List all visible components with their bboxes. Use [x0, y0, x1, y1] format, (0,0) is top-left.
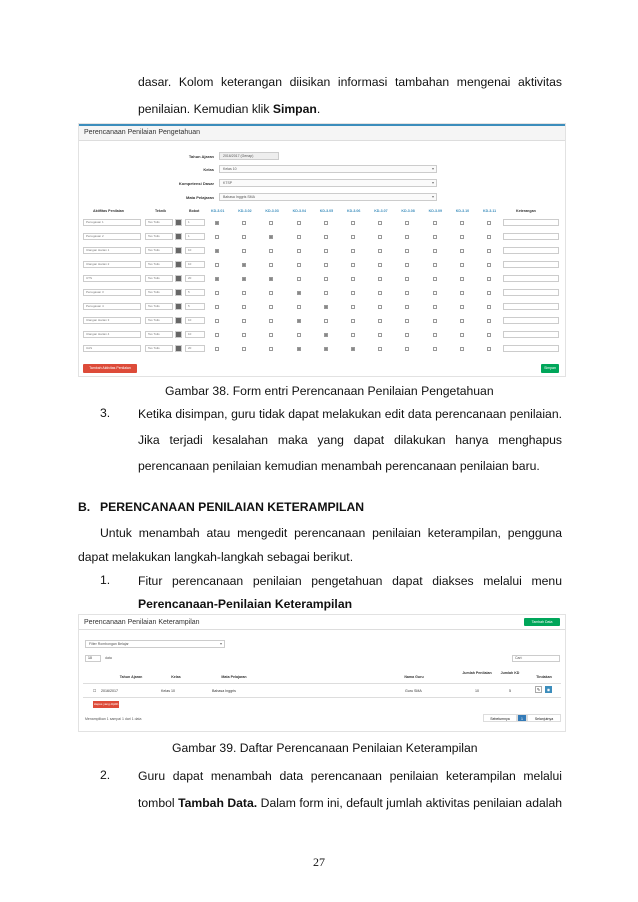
th-nama-guru: Nama Guru	[404, 675, 424, 679]
kd-checkbox[interactable]	[215, 249, 219, 253]
section-b-letter: B.	[78, 500, 91, 514]
chevron-down-icon: ▾	[431, 194, 434, 199]
table-row	[79, 260, 566, 270]
kd-checkbox[interactable]	[433, 249, 437, 253]
kd-checkbox[interactable]	[378, 305, 382, 309]
bobot-input[interactable]: 1	[185, 233, 205, 240]
stepper-icon[interactable]	[175, 303, 182, 310]
keterangan-input[interactable]	[503, 345, 559, 352]
kd-checkbox[interactable]	[460, 291, 464, 295]
kd-checkbox[interactable]	[405, 305, 409, 309]
kd-checkbox[interactable]	[351, 249, 355, 253]
kd-checkbox[interactable]	[215, 319, 219, 323]
kd-checkbox[interactable]	[242, 347, 246, 351]
kd-checkbox[interactable]	[487, 221, 491, 225]
kd-checkbox[interactable]	[378, 291, 382, 295]
caption-38: Gambar 38. Form entri Perencanaan Penilaian Pengetahuan	[165, 384, 494, 398]
th-kd: KD-3.03	[265, 209, 279, 213]
th-kd: KD-3.02	[238, 209, 252, 213]
item3-number: 3.	[100, 406, 111, 420]
aktifitas-input[interactable]: UAS	[83, 345, 141, 352]
kd-checkbox[interactable]	[269, 235, 273, 239]
table-row	[79, 246, 566, 256]
kd-checkbox[interactable]	[351, 221, 355, 225]
kd-checkbox[interactable]	[324, 347, 328, 351]
kd-checkbox[interactable]	[378, 347, 382, 351]
kd-checkbox[interactable]	[215, 221, 219, 225]
kd-checkbox[interactable]	[487, 319, 491, 323]
section-b-title: PERENCANAAN PENILAIAN KETERAMPILAN	[100, 500, 365, 514]
teknik-select[interactable]: Tes Tulis	[145, 303, 173, 310]
pager-next[interactable]: Selanjutnya	[527, 714, 561, 722]
form-field-row	[79, 193, 566, 202]
kd-checkbox[interactable]	[460, 347, 464, 351]
kd-checkbox[interactable]	[405, 235, 409, 239]
table-info: Menampilkan 1 sampai 1 dari 1 data	[85, 717, 142, 721]
th-kd: KD-3.09	[428, 209, 442, 213]
item1-line2: Perencanaan-Penilaian Keterampilan	[138, 597, 353, 611]
kd-checkbox[interactable]	[242, 235, 246, 239]
kd-checkbox[interactable]	[378, 277, 382, 281]
keterangan-input[interactable]	[503, 275, 559, 282]
kd-checkbox[interactable]	[433, 347, 437, 351]
keterangan-input[interactable]	[503, 289, 559, 296]
screenshot-daftar-keterampilan	[78, 614, 566, 732]
kd-checkbox[interactable]	[324, 277, 328, 281]
th-kd: KD-3.05	[319, 209, 334, 213]
para1-line2: penilaian. Kemudian klik Simpan.	[138, 102, 321, 116]
form-field-input[interactable]	[219, 193, 437, 201]
form-field-input[interactable]	[219, 179, 437, 187]
aktifitas-input[interactable]: Penugasan 4	[83, 303, 141, 310]
kd-checkbox[interactable]	[215, 263, 219, 267]
kd-checkbox[interactable]	[269, 347, 273, 351]
table-row	[79, 316, 566, 326]
form-field-row	[79, 165, 566, 174]
table-row	[79, 218, 566, 228]
bobot-input[interactable]: 5	[185, 303, 205, 310]
th-tahun-ajaran: Tahun Ajaran	[119, 675, 143, 679]
kd-checkbox[interactable]	[242, 291, 246, 295]
kd-checkbox[interactable]	[297, 277, 301, 281]
stepper-icon[interactable]	[175, 233, 182, 240]
kd-checkbox[interactable]	[269, 333, 273, 337]
kd-checkbox[interactable]	[433, 221, 437, 225]
teknik-select[interactable]: Tes Tulis	[145, 345, 173, 352]
screenshot-perencanaan-pengetahuan	[78, 123, 566, 377]
item2-line1: Guru dapat menambah data perencanaan penilaian keterampilan melalui	[138, 769, 562, 783]
view-icon[interactable]: ◉	[546, 687, 551, 692]
kd-checkbox[interactable]	[269, 249, 273, 253]
page-length-select[interactable]: 10	[85, 655, 101, 662]
add-data-button[interactable]: Tambah Data	[524, 618, 560, 626]
cell-mapel: Bahasa Inggris	[212, 689, 236, 693]
kd-checkbox[interactable]	[351, 291, 355, 295]
teknik-select[interactable]: Tes Tulis	[145, 233, 173, 240]
kd-checkbox[interactable]	[269, 305, 273, 309]
keterangan-input[interactable]	[503, 233, 559, 240]
th-kd: KD-3.01	[211, 209, 225, 213]
form-field-input[interactable]	[219, 165, 437, 173]
kd-checkbox[interactable]	[405, 249, 409, 253]
kd-checkbox[interactable]	[405, 291, 409, 295]
aktifitas-input[interactable]: Penugasan 3	[83, 289, 141, 296]
kd-checkbox[interactable]	[324, 235, 328, 239]
cell-guru: Guru SMA	[405, 689, 422, 693]
kd-checkbox[interactable]	[378, 333, 382, 337]
section-b-line1: Untuk menambah atau mengedit perencanaan penilaian keterampilan, pengguna	[100, 526, 562, 540]
kd-checkbox[interactable]	[324, 333, 328, 337]
add-activity-button[interactable]: Tambah Aktivitas Penilaian	[83, 364, 137, 373]
item2-line2: tombol Tambah Data. Dalam form ini, default jumlah aktivitas penilaian adalah	[138, 796, 563, 810]
form-field-value: Bahasa Inggris SMA	[223, 195, 255, 199]
th-jumlah-kd: Jumlah KD	[500, 671, 520, 675]
stepper-icon[interactable]	[175, 331, 182, 338]
bobot-input[interactable]: 10	[185, 331, 205, 338]
pager-prev[interactable]: Sebelumnya	[483, 714, 517, 722]
kd-checkbox[interactable]	[324, 319, 328, 323]
kd-checkbox[interactable]	[460, 221, 464, 225]
keterangan-input[interactable]	[503, 303, 559, 310]
form-field-row	[79, 179, 566, 188]
th-kd: KD-3.04	[292, 209, 306, 213]
kd-checkbox[interactable]	[269, 263, 273, 267]
header-divider	[83, 683, 561, 684]
teknik-select[interactable]: Tes Tulis	[145, 247, 173, 254]
keterangan-input[interactable]	[503, 331, 559, 338]
aktifitas-input[interactable]: Penugasan 2	[83, 233, 141, 240]
keterangan-input[interactable]	[503, 219, 559, 226]
th-keterangan: Keterangan	[516, 209, 536, 213]
row-divider	[83, 697, 561, 698]
keterangan-input[interactable]	[503, 261, 559, 268]
caption-39: Gambar 39. Daftar Perencanaan Penilaian Keterampilan	[172, 741, 478, 755]
cell-tahun: 2016/2017	[101, 689, 118, 693]
kd-checkbox[interactable]	[242, 221, 246, 225]
kd-checkbox[interactable]	[242, 333, 246, 337]
kd-checkbox[interactable]	[433, 333, 437, 337]
table-header	[79, 207, 566, 215]
form-field-value: 2016/2017 (Genap)	[223, 154, 254, 158]
aktifitas-input[interactable]: UTS	[83, 275, 141, 282]
kd-checkbox[interactable]	[460, 263, 464, 267]
kd-checkbox[interactable]	[487, 291, 491, 295]
th-teknik: Teknik	[155, 209, 167, 213]
kd-checkbox[interactable]	[460, 305, 464, 309]
kd-checkbox[interactable]	[433, 305, 437, 309]
kd-checkbox[interactable]	[351, 347, 355, 351]
aktifitas-input[interactable]: Ulangan Harian 4	[83, 331, 141, 338]
kd-checkbox[interactable]	[242, 305, 246, 309]
bobot-input[interactable]: 20	[185, 275, 205, 282]
table-row	[79, 302, 566, 312]
keterangan-input[interactable]	[503, 247, 559, 254]
kd-checkbox[interactable]	[460, 319, 464, 323]
aktifitas-input[interactable]: Ulangan Harian 2	[83, 261, 141, 268]
form-field-label: Kompetensi Dasar	[178, 181, 214, 186]
teknik-select[interactable]: Tes Tulis	[145, 289, 173, 296]
table-row	[79, 288, 566, 298]
form-title: Perencanaan Penilaian Pengetahuan	[79, 124, 565, 141]
th-kd: KD-3.06	[347, 209, 361, 213]
stepper-icon[interactable]	[175, 317, 182, 324]
cell-kelas: Kelas 10	[161, 689, 175, 693]
kd-checkbox[interactable]	[215, 235, 219, 239]
chevron-down-icon: ▾	[219, 641, 222, 646]
item3-line1: Ketika disimpan, guru tidak dapat melakukan edit data perencanaan penilaian.	[138, 407, 562, 421]
kd-checkbox[interactable]	[405, 221, 409, 225]
kd-checkbox[interactable]	[351, 319, 355, 323]
kd-checkbox[interactable]	[242, 263, 246, 267]
kd-checkbox[interactable]	[324, 221, 328, 225]
kd-checkbox[interactable]	[351, 263, 355, 267]
th-mata-pelajaran: Mata Pelajaran	[221, 675, 247, 679]
item2-number: 2.	[100, 768, 111, 782]
th-kd: KD-3.07	[374, 209, 388, 213]
kd-checkbox[interactable]	[324, 263, 328, 267]
keterangan-input[interactable]	[503, 317, 559, 324]
stepper-icon[interactable]	[175, 289, 182, 296]
kd-checkbox[interactable]	[215, 347, 219, 351]
save-button[interactable]: Simpan	[541, 364, 559, 373]
kd-checkbox[interactable]	[487, 249, 491, 253]
aktifitas-input[interactable]: Ulangan Harian 1	[83, 247, 141, 254]
table-row	[79, 330, 566, 340]
kd-checkbox[interactable]	[378, 263, 382, 267]
aktifitas-input[interactable]: Penugasan 1	[83, 219, 141, 226]
kd-checkbox[interactable]	[405, 347, 409, 351]
kd-checkbox[interactable]	[269, 221, 273, 225]
item1-number: 1.	[100, 573, 111, 587]
cell-kd: 5	[509, 689, 511, 693]
stepper-icon[interactable]	[175, 219, 182, 226]
kd-checkbox[interactable]	[269, 319, 273, 323]
bobot-input[interactable]: 10	[185, 247, 205, 254]
page-number: 27	[313, 855, 325, 869]
kd-checkbox[interactable]	[242, 319, 246, 323]
kd-checkbox[interactable]	[297, 249, 301, 253]
th-kd: KD-3.11	[483, 209, 497, 213]
kd-checkbox[interactable]	[460, 249, 464, 253]
th-jumlah-penilaian: Jumlah Penilaian	[462, 671, 492, 675]
kd-checkbox[interactable]	[460, 277, 464, 281]
kd-checkbox[interactable]	[378, 249, 382, 253]
form-field-label: Tahun Ajaran	[188, 154, 214, 159]
bobot-input[interactable]: 10	[185, 261, 205, 268]
kd-checkbox[interactable]	[297, 221, 301, 225]
pager-page-1[interactable]: 1	[517, 714, 527, 722]
kd-checkbox[interactable]	[324, 249, 328, 253]
kd-checkbox[interactable]	[405, 333, 409, 337]
kd-checkbox[interactable]	[297, 333, 301, 337]
para1-line1: dasar. Kolom keterangan diisikan informasi tambahan mengenai aktivitas	[138, 75, 562, 89]
kd-checkbox[interactable]	[460, 333, 464, 337]
kd-checkbox[interactable]	[487, 235, 491, 239]
teknik-select[interactable]: Tes Tulis	[145, 261, 173, 268]
kd-checkbox[interactable]	[269, 291, 273, 295]
cell-penilaian: 10	[475, 689, 479, 693]
kd-checkbox[interactable]	[433, 235, 437, 239]
bobot-input[interactable]: 20	[185, 345, 205, 352]
table-row	[79, 344, 566, 354]
kd-checkbox[interactable]	[297, 319, 301, 323]
kd-checkbox[interactable]	[269, 277, 273, 281]
chevron-down-icon: ▾	[431, 180, 434, 185]
th-bobot: Bobot	[189, 209, 200, 213]
kd-checkbox[interactable]	[297, 263, 301, 267]
page-length-label: data	[105, 656, 112, 660]
kd-checkbox[interactable]	[405, 263, 409, 267]
kd-checkbox[interactable]	[378, 221, 382, 225]
kd-checkbox[interactable]	[242, 277, 246, 281]
form-field-input[interactable]	[219, 152, 279, 160]
th-aktifitas: Aktifitas Penilaian	[93, 209, 124, 213]
simpan-bold: Simpan	[272, 102, 317, 116]
kd-checkbox[interactable]	[487, 347, 491, 351]
list-title: Perencanaan Penilaian Keterampilan	[79, 615, 565, 630]
kd-checkbox[interactable]	[460, 235, 464, 239]
kd-checkbox[interactable]	[297, 291, 301, 295]
kd-checkbox[interactable]	[351, 333, 355, 337]
kd-checkbox[interactable]	[405, 277, 409, 281]
kd-checkbox[interactable]	[215, 277, 219, 281]
kd-checkbox[interactable]	[487, 263, 491, 267]
kd-checkbox[interactable]	[433, 277, 437, 281]
kd-checkbox[interactable]	[433, 291, 437, 295]
form-field-value: KTSP	[223, 181, 233, 185]
kd-checkbox[interactable]	[297, 305, 301, 309]
th-kelas: Kelas	[171, 675, 181, 679]
kd-checkbox[interactable]	[324, 305, 328, 309]
stepper-icon[interactable]	[175, 261, 182, 268]
kd-checkbox[interactable]	[433, 319, 437, 323]
kd-checkbox[interactable]	[433, 263, 437, 267]
search-input[interactable]: Cari:	[512, 655, 560, 662]
item3-line3: perencanaan penilaian kemudian menambah perencanaan penilaian baru.	[138, 459, 540, 473]
section-b-line2: dapat melakukan langkah-langkah sebagai berikut.	[78, 550, 354, 564]
stepper-icon[interactable]	[175, 275, 182, 282]
item3-line2: Jika terjadi kesalahan maka yang dapat dilakukan hanya menghapus	[138, 433, 562, 447]
stepper-icon[interactable]	[175, 247, 182, 254]
bobot-input[interactable]: 1	[185, 219, 205, 226]
th-kd: KD-3.08	[401, 209, 415, 213]
kd-checkbox[interactable]	[351, 235, 355, 239]
form-field-label: Kelas	[203, 167, 214, 172]
kd-checkbox[interactable]	[297, 235, 301, 239]
teknik-select[interactable]: Tes Tulis	[145, 219, 173, 226]
stepper-icon[interactable]	[175, 345, 182, 352]
th-tindakan: Tindakan	[536, 675, 552, 679]
kd-checkbox[interactable]	[487, 333, 491, 337]
edit-icon[interactable]: ✎	[536, 687, 541, 692]
row-checkbox[interactable]: ☐	[93, 689, 97, 693]
kd-checkbox[interactable]	[215, 305, 219, 309]
kd-checkbox[interactable]	[215, 333, 219, 337]
teknik-select[interactable]: Tes Tulis	[145, 275, 173, 282]
th-kd: KD-3.10	[455, 209, 470, 213]
kd-checkbox[interactable]	[297, 347, 301, 351]
teknik-select[interactable]: Tes Tulis	[145, 331, 173, 338]
bobot-input[interactable]: 10	[185, 317, 205, 324]
form-field-row	[79, 152, 566, 161]
kd-checkbox[interactable]	[351, 305, 355, 309]
kd-checkbox[interactable]	[487, 305, 491, 309]
form-field-label: Mata Pelajaran	[185, 195, 214, 200]
aktifitas-input[interactable]: Ulangan Harian 3	[83, 317, 141, 324]
teknik-select[interactable]: Tes Tulis	[145, 317, 173, 324]
chevron-down-icon: ▾	[431, 166, 434, 171]
delete-selected-button[interactable]: Hapus yang dipilih	[93, 702, 119, 706]
kd-checkbox[interactable]	[324, 291, 328, 295]
table-row	[79, 232, 566, 242]
kd-checkbox[interactable]	[242, 249, 246, 253]
table-row	[79, 274, 566, 284]
kd-checkbox[interactable]	[378, 319, 382, 323]
kd-checkbox[interactable]	[351, 277, 355, 281]
kd-checkbox[interactable]	[487, 277, 491, 281]
kd-checkbox[interactable]	[378, 235, 382, 239]
form-field-value: Kelas 10	[223, 167, 237, 171]
filter-select[interactable]: Filter Rombongan Belajar ▾	[85, 640, 225, 648]
item1-line1: Fitur perencanaan penilaian pengetahuan dapat diakses melalui menu	[138, 574, 562, 588]
kd-checkbox[interactable]	[405, 319, 409, 323]
kd-checkbox[interactable]	[215, 291, 219, 295]
bobot-input[interactable]: 5	[185, 289, 205, 296]
